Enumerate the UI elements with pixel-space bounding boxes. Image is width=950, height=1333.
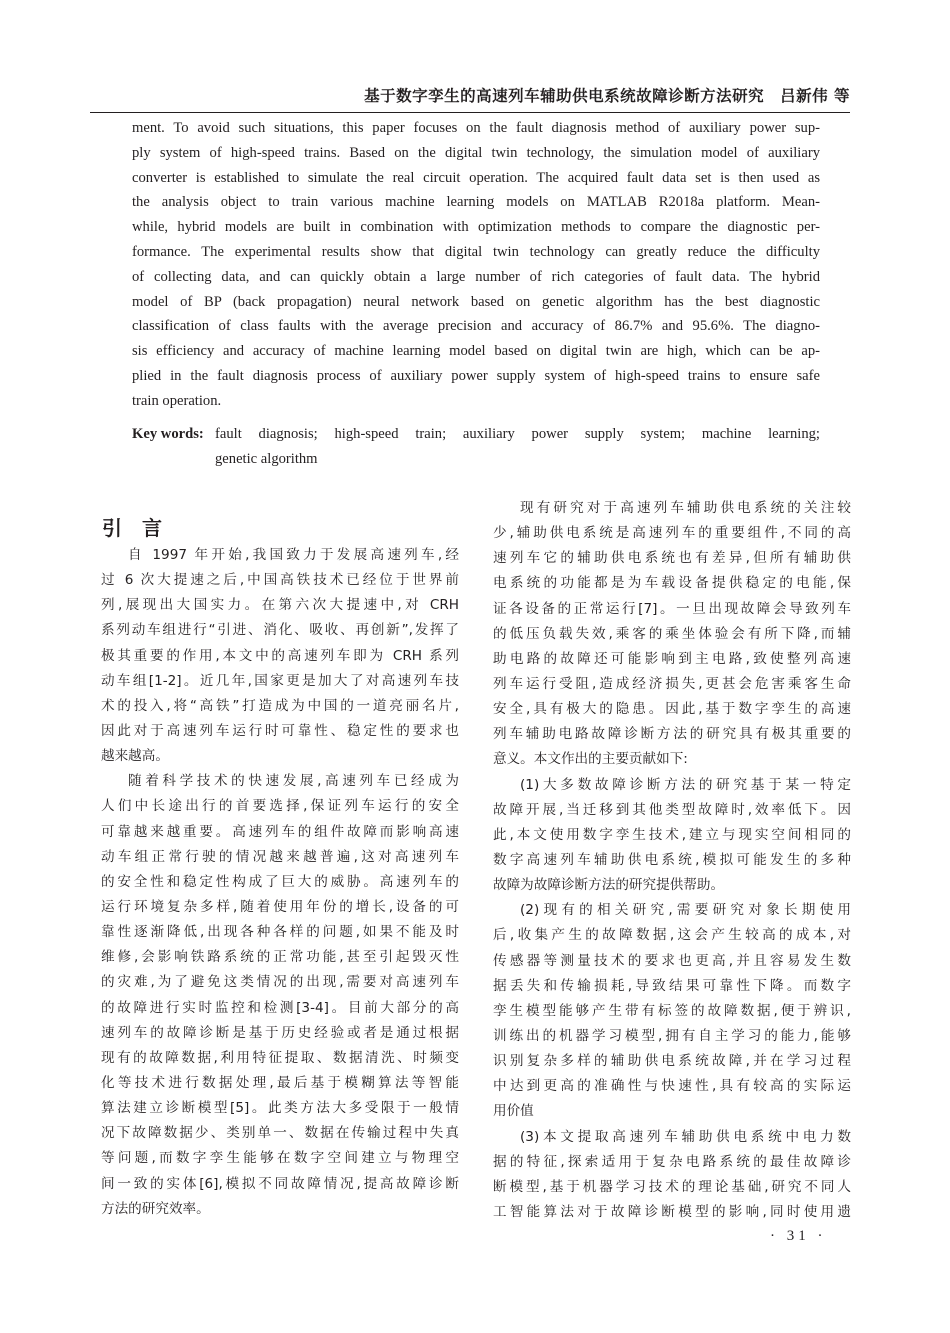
body-line: 故障为故障诊断方法的研究提供帮助。 bbox=[493, 877, 725, 894]
section-title: 引言 bbox=[102, 516, 182, 540]
body-line: 列车运行受阻,造成经济损失,更甚会危害乘客生命 bbox=[493, 675, 851, 692]
body-line: 的故障进行实时监控和检测[3-4]。目前大部分的高 bbox=[101, 999, 459, 1016]
header-rule bbox=[90, 112, 850, 113]
abstract-line: classification of class faults with the average precision and accuracy of 86.7% and 95.6%. The diagno- bbox=[132, 318, 820, 335]
body-line: 故障开展,当迁移到其他类型故障时,效率低下。因 bbox=[493, 801, 851, 818]
body-line: 动车组正常行驶的情况越来越普遍,这对高速列车 bbox=[101, 848, 459, 865]
body-line: 证各设备的正常运行[7]。一旦出现故障会导致列车 bbox=[493, 600, 851, 617]
body-line: (2)现有的相关研究,需要研究对象长期使用 bbox=[520, 902, 851, 919]
abstract-line: plied in the fault diagnosis process of auxiliary power supply system of high-speed trains to ensure safe bbox=[132, 367, 820, 384]
body-line: 越来越高。 bbox=[101, 748, 169, 765]
body-line: 意义。本文作出的主要贡献如下: bbox=[493, 751, 688, 768]
body-line: 的灾难,为了避免这类情况的出现,需要对高速列车 bbox=[101, 974, 459, 991]
body-line: 可靠越来越重要。高速列车的组件故障而影响高速 bbox=[101, 823, 459, 840]
abstract-line: sis efficiency and accuracy of machine learning model based on digital twin are high, which can be ap- bbox=[132, 343, 820, 360]
body-line: 现有的故障数据,利用特征提取、数据清洗、时频变 bbox=[101, 1049, 459, 1066]
body-line: 随着科学技术的快速发展,高速列车已经成为 bbox=[128, 773, 459, 790]
body-line: 速列车它的辅助供电系统也有差异,但所有辅助供 bbox=[493, 550, 851, 567]
abstract-line: train operation. bbox=[132, 392, 222, 409]
body-line: 术的投入,将“高铁”打造成为中国的一道亮丽名片, bbox=[101, 697, 459, 714]
body-line: 现有研究对于高速列车辅助供电系统的关注较 bbox=[520, 500, 851, 516]
left-column bbox=[101, 543, 459, 1222]
body-line: 维修,会影响铁路系统的正常功能,甚至引起毁灭性 bbox=[101, 949, 459, 966]
body-line: 的低压负载失效,乘客的乘坐体验会有所下降,而辅 bbox=[493, 625, 851, 642]
body-line: 列车辅助电路故障诊断方法的研究具有极其重要的 bbox=[493, 726, 851, 743]
body-line: (1)大多数故障诊断方法的研究基于某一特定 bbox=[520, 776, 851, 793]
body-line: 电系统的功能都是为车载设备提供稳定的电能,保 bbox=[493, 575, 851, 592]
body-line: 算法建立诊断模型[5]。此类方法大多受限于一般情 bbox=[101, 1100, 459, 1117]
body-line: 少,辅助供电系统是高速列车的重要组件,不同的高 bbox=[493, 525, 851, 542]
running-header: 基于数字孪生的高速列车辅助供电系统故障诊断方法研究 吕新伟 等 bbox=[364, 87, 850, 105]
body-line: 人们中长途出行的首要选择,保证列车运行的安全 bbox=[101, 798, 459, 815]
body-line: 孪生模型能够产生带有标签的故障数据,便于辨识, bbox=[493, 1002, 851, 1019]
abstract-line: ment. To avoid such situations, this paper focuses on the fault diagnosis method of auxiliary power sup- bbox=[132, 120, 820, 136]
abstract-line: while, hybrid models are built in combination with optimization methods to compare the diagnostic per- bbox=[132, 219, 820, 236]
right-column bbox=[493, 496, 851, 1225]
abstract-line: ply system of high-speed trains. Based on the digital twin technology, the simulation model of auxiliary bbox=[132, 144, 820, 161]
body-line: 的安全性和稳定性构成了巨大的威胁。高速列车的 bbox=[101, 873, 459, 890]
body-line: 因此对于高速列车运行时可靠性、稳定性的要求也 bbox=[101, 722, 459, 739]
body-line: 系列动车组进行“引进、消化、吸收、再创新”,发挥了 bbox=[101, 622, 459, 639]
abstract-line: formance. The experimental results show that digital twin technology can greatly reduce the difficulty bbox=[132, 243, 820, 260]
keywords-label: Key words: bbox=[132, 426, 204, 442]
body-line: 此,本文使用数字孪生技术,建立与现实空间相同的 bbox=[493, 826, 851, 843]
body-line: 方法的研究效率。 bbox=[101, 1200, 210, 1217]
abstract-line: model of BP (back propagation) neural network based on genetic algorithm has the best diagnostic bbox=[132, 293, 820, 310]
body-line: 识别复杂多样的辅助供电系统故障,并在学习过程 bbox=[493, 1053, 851, 1070]
page-number: · 31 · bbox=[770, 1228, 827, 1244]
body-line: 据的特征,探索适用于复杂电路系统的最佳故障诊 bbox=[493, 1153, 851, 1170]
body-line: 况下故障数据少、类别单一、数据在传输过程中失真 bbox=[101, 1125, 459, 1142]
body-line: (3)本文提取高速列车辅助供电系统中电力数 bbox=[520, 1128, 851, 1145]
body-line: 后,收集产生的故障数据,这会产生较高的成本,对 bbox=[493, 927, 851, 944]
body-line: 安全,具有极大的隐患。因此,基于数字孪生的高速 bbox=[493, 701, 851, 718]
body-line: 传感器等测量技术的要求也更高,并且容易发生数 bbox=[493, 952, 851, 969]
body-line: 动车组[1-2]。近几年,国家更是加大了对高速列车技 bbox=[101, 672, 459, 689]
body-line: 工智能算法对于故障诊断模型的影响,同时使用遗 bbox=[493, 1203, 851, 1220]
body-line: 化等技术进行数据处理,最后基于模糊算法等智能 bbox=[101, 1074, 459, 1091]
body-line: 数字高速列车辅助供电系统,模拟可能发生的多种 bbox=[493, 851, 851, 868]
body-line: 靠性逐渐降低,出现各种各样的问题,如果不能及时 bbox=[101, 924, 459, 941]
body-line: 等问题,而数字孪生能够在数字空间建立与物理空 bbox=[101, 1150, 459, 1167]
body-line: 训练出的机器学习模型,拥有自主学习的能力,能够 bbox=[493, 1027, 851, 1044]
body-line: 极其重要的作用,本文中的高速列车即为 CRH 系列 bbox=[101, 647, 459, 664]
abstract-line: the analysis object to train various machine learning models on MATLAB R2018a platform. Mean- bbox=[132, 194, 820, 211]
abstract-line: converter is established to simulate the real circuit operation. The acquired fault data set is then used as bbox=[132, 169, 820, 186]
keywords-line: fault diagnosis; high-speed train; auxiliary power supply system; machine learning; bbox=[215, 426, 820, 442]
body-line: 用价值 bbox=[493, 1103, 534, 1120]
body-line: 列,展现出大国实力。在第六次大提速中,对 CRH bbox=[101, 597, 459, 614]
body-line: 自 1997 年开始,我国致力于发展高速列车,经 bbox=[128, 547, 459, 563]
body-line: 断模型,基于机器学习技术的理论基础,研究不同人 bbox=[493, 1178, 851, 1195]
body-line: 据丢失和传输损耗,导致结果可靠性下降。而数字 bbox=[493, 977, 851, 994]
body-line: 助电路的故障还可能影响到主电路,致使整列高速 bbox=[493, 650, 851, 667]
body-line: 运行环境复杂多样,随着使用年份的增长,设备的可 bbox=[101, 898, 459, 915]
abstract-body bbox=[132, 116, 820, 414]
abstract-line: of collecting data, and can quickly obtain a large number of rich categories of fault data. The hybrid bbox=[132, 268, 820, 285]
body-line: 间一致的实体[6],模拟不同故障情况,提高故障诊断 bbox=[101, 1175, 459, 1192]
keywords-line: genetic algorithm bbox=[215, 451, 318, 467]
body-line: 速列车的故障诊断是基于历史经验或者是通过根据 bbox=[101, 1024, 459, 1041]
body-line: 过 6 次大提速之后,中国高铁技术已经位于世界前 bbox=[101, 572, 459, 589]
body-line: 中达到更高的准确性与快速性,具有较高的实际运 bbox=[493, 1078, 851, 1095]
